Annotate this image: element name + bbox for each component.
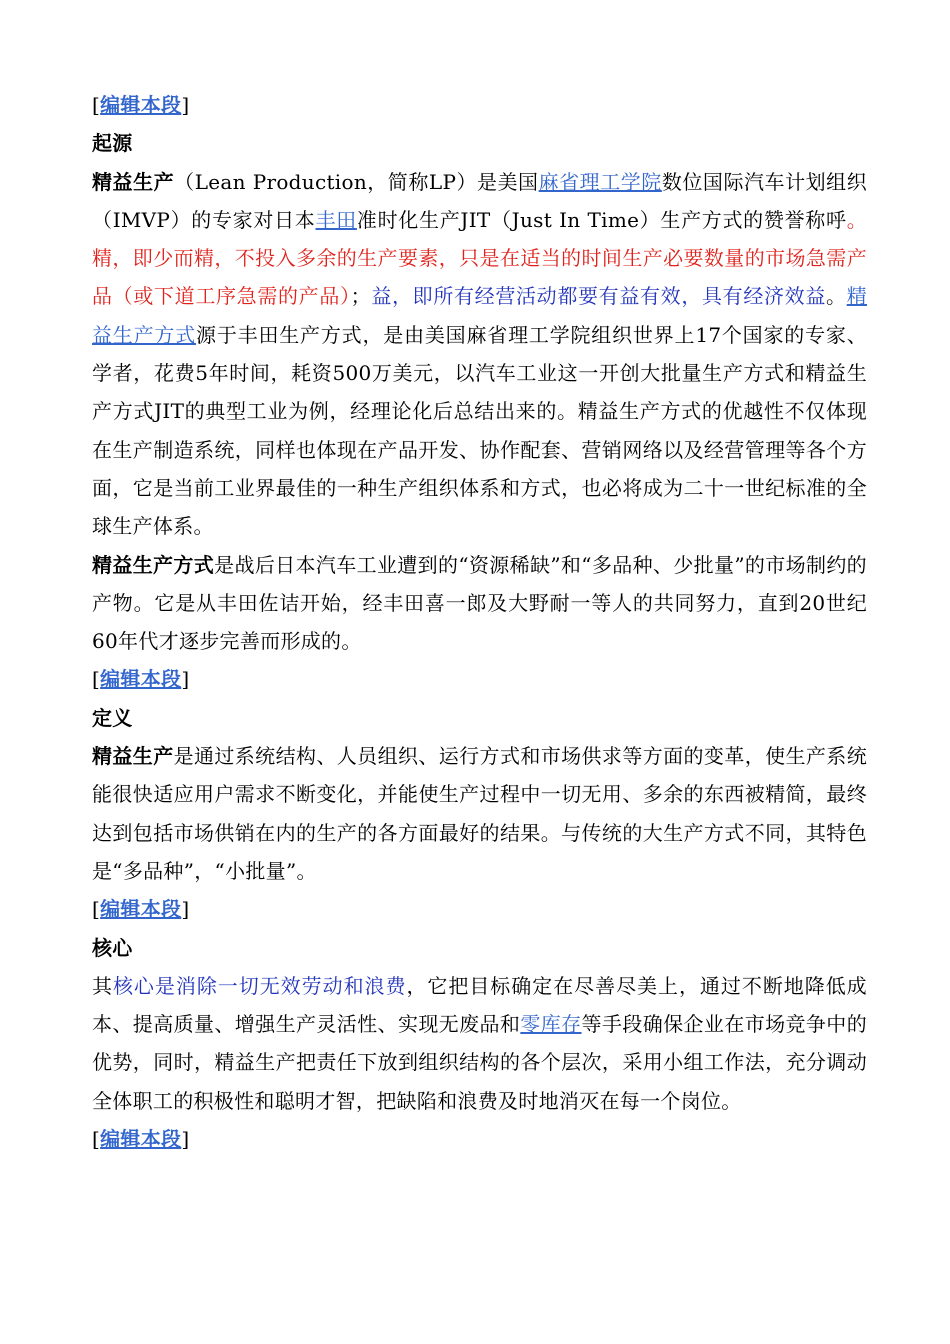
edit-section-link[interactable]: 编辑本段 [100,667,182,692]
paragraph-origin-1 [92,163,867,546]
link-mit[interactable]: 麻省理工学院 [538,169,662,194]
bracket-close: ] [181,1127,190,1152]
term-lean-production-method: 精益生产方式 [92,552,215,577]
text-segment: （Lean Production，简称LP）是美国 [174,169,539,194]
text-segment: 等手段确保企业在市场竞争中的优势，同时，精益生产把责任下放到组织结构的各个层次，采用小组工作法，充分调动全体职工的积极性和聪明才智，把缺陷和浪费及时地消灭在每一个岗位。 [92,1012,868,1113]
paragraph-definition-1 [92,737,867,890]
text-segment: 。 [826,284,847,309]
text-segment: 数位国际汽车计划组织（IMVP）的专家对日本 [92,169,867,232]
bracket-close: ] [181,667,190,692]
edit-section-line [92,890,867,928]
blue-text-core: 核心是消除一切无效劳动和浪费 [112,973,407,998]
section-heading-core: 核心 [92,935,133,960]
edit-section-link[interactable]: 编辑本段 [100,93,182,117]
bracket-open: [ [92,667,101,692]
blue-text-yi: 益，即所有经营活动都要有益有效，具有经济效益 [370,284,827,309]
text-segment: 其 [92,973,113,998]
bracket-open: [ [92,1127,101,1152]
term-lean-production: 精益生产 [92,169,175,194]
link-lean-production-method[interactable]: 精益生产方式 [92,284,867,347]
edit-section-link[interactable]: 编辑本段 [100,897,182,922]
paragraph-origin-2 [92,546,867,661]
link-zero-inventory[interactable]: 零库存 [520,1012,582,1037]
text-segment: ； [350,284,371,309]
term-lean-production: 精益生产 [92,744,174,769]
section-heading-definition: 定义 [92,705,133,730]
edit-section-line [92,86,867,124]
text-segment: 准时化生产JIT（Just In Time）生产方式的赞誉称呼 [356,207,847,232]
edit-section-line [92,1120,867,1158]
text-segment: ，它把目标确定在尽善尽美上，通过不断地降低成本、提高质量、增强生产灵活性、实现无废品和 [92,973,867,1037]
text-segment: 是通过系统结构、人员组织、运行方式和市场供求等方面的变革，使生产系统能很快适应用户需求不断变化，并能使生产过程中一切无用、多余的东西被精简，最终达到包括市场供销在内的生产的各方面最好的结果。与传统的大生产方式不同，其特色是“多品种”，“小批量”。 [92,744,867,883]
edit-section-line [92,660,867,698]
bracket-open: [ [92,897,101,922]
link-toyota[interactable]: 丰田 [315,207,357,232]
red-text-jing: 。精，即少而精，不投入多余的生产要素，只是在适当的时间生产必要数量的市场急需产品（或下道工序急需的产品） [92,207,867,309]
bracket-close: ] [181,93,190,117]
bracket-open: [ [92,93,101,117]
bracket-close: ] [181,897,190,922]
section-heading-origin: 起源 [92,131,133,156]
text-segment: 是战后日本汽车工业遭到的“资源稀缺”和“多品种、少批量”的市场制约的产物。它是从丰田佐诘开始，经丰田喜一郎及大野耐一等人的共同努力，直到20世纪60年代才逐步完善而形成的。 [92,552,867,654]
edit-section-link[interactable]: 编辑本段 [100,1127,182,1152]
text-segment: 源于丰田生产方式，是由美国麻省理工学院组织世界上17个国家的专家、学者，花费5年时间，耗资500万美元，以汽车工业这一开创大批量生产方式和精益生产方式JIT的典型工业为例，经理论化后总结出来的。精益生产方式的优越性不仅体现在生产制造系统，同样也体现在产品开发、协作配套、营销网络以及经营管理等各个方面，它是当前工业界最佳的一种生产组织体系和方式，也必将成为二十一世纪标准的全球生产体系。 [92,322,868,539]
document-page [92,86,867,1158]
paragraph-core-1 [92,967,867,1120]
